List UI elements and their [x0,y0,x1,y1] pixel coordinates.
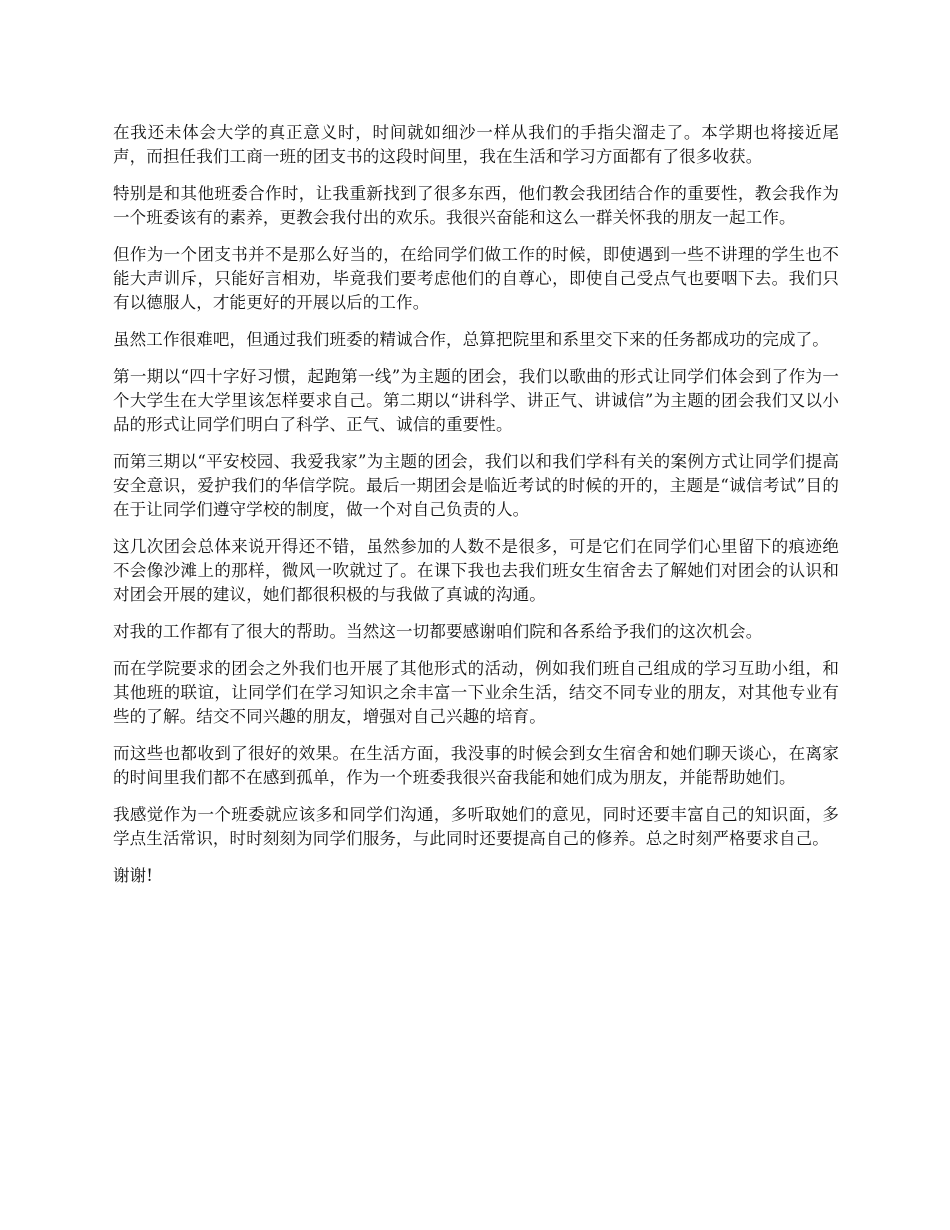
paragraph-8: 对我的工作都有了很大的帮助。当然这一切都要感谢咱们院和各系给予我们的这次机会。 [113,622,763,641]
document-body [113,121,839,901]
closing-line: 谢谢! [113,866,154,885]
paragraph-10: 而这些也都收到了很好的效果。在生活方面，我没事的时候会到女生宿舍和她们聊天谈心，在离家的时间里我们都不在感到孤单，作为一个班委我很兴奋我能和她们成为朋友，并能帮助她们。 [113,744,839,787]
paragraph-5: 第一期以“四十字好习惯，起跑第一线”为主题的团会，我们以歌曲的形式让同学们体会到了作为一个大学生在大学里该怎样要求自己。第二期以“讲科学、讲正气、讲诚信”为主题的团会我们又以小品的形式让同学们明白了科学、正气、诚信的重要性。 [113,367,839,434]
paragraph-3: 但作为一个团支书并不是那么好当的，在给同学们做工作的时候，即使遇到一些不讲理的学生也不能大声训斥，只能好言相劝，毕竟我们要考虑他们的自尊心，即使自己受点气也要咽下去。我们只有以德服人，才能更好的开展以后的工作。 [113,245,839,312]
paragraph-6: 而第三期以“平安校园、我爱我家”为主题的团会，我们以和我们学科有关的案例方式让同学们提高安全意识，爱护我们的华信学院。最后一期团会是临近考试的时候的开的，主题是“诚信考试”目的在于让同学们遵守学校的制度，做一个对自己负责的人。 [113,452,839,519]
paragraph-4: 虽然工作很难吧，但通过我们班委的精诚合作，总算把院里和系里交下来的任务都成功的完成了。 [113,330,829,349]
paragraph-7: 这几次团会总体来说开得还不错，虽然参加的人数不是很多，可是它们在同学们心里留下的痕迹绝不会像沙滩上的那样，微风一吹就过了。在课下我也去我们班女生宿舍去了解她们对团会的认识和对团会开展的建议，她们都很积极的与我做了真诚的沟通。 [113,537,839,604]
paragraph-11: 我感觉作为一个班委就应该多和同学们沟通，多听取她们的意见，同时还要丰富自己的知识面，多学点生活常识，时时刻刻为同学们服务，与此同时还要提高自己的修养。总之时刻严格要求自己。 [113,805,839,848]
paragraph-9: 而在学院要求的团会之外我们也开展了其他形式的活动，例如我们班自己组成的学习互助小组，和其他班的联谊，让同学们在学习知识之余丰富一下业余生活，结交不同专业的朋友，对其他专业有些的了解。结交不同兴趣的朋友，增强对自己兴趣的培育。 [113,659,839,726]
paragraph-2: 特别是和其他班委合作时，让我重新找到了很多东西，他们教会我团结合作的重要性，教会我作为一个班委该有的素养，更教会我付出的欢乐。我很兴奋能和这么一群关怀我的朋友一起工作。 [113,184,839,227]
paragraph-1: 在我还未体会大学的真正意义时，时间就如细沙一样从我们的手指尖溜走了。本学期也将接近尾声，而担任我们工商一班的团支书的这段时间里，我在生活和学习方面都有了很多收获。 [113,123,839,166]
